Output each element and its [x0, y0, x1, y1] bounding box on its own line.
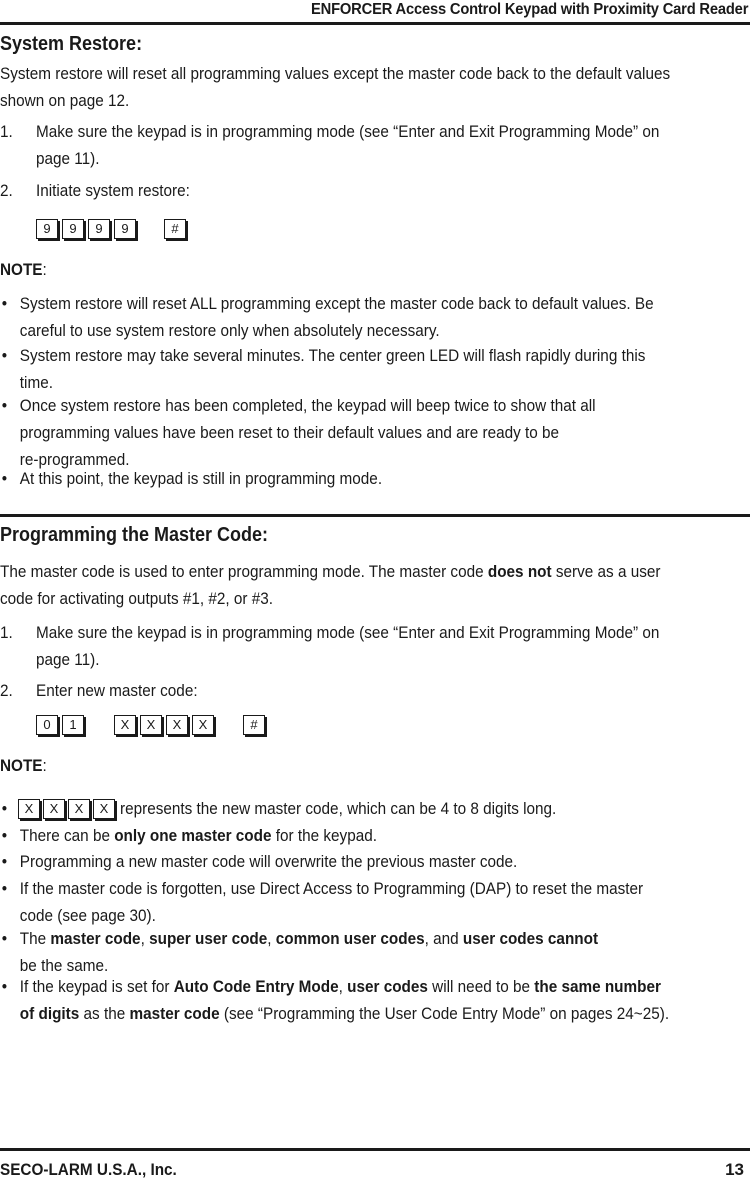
note-text: The	[19, 929, 51, 948]
master-intro-line1	[0, 558, 747, 585]
note-emphasis: common user codes	[275, 929, 425, 948]
master-note-6	[0, 973, 747, 1027]
note-label-colon: :	[42, 260, 47, 279]
key-1: 1	[62, 715, 84, 735]
note-line	[20, 973, 749, 1000]
key-9: 9	[88, 219, 110, 239]
step-number: 1.	[0, 122, 13, 141]
note-emphasis: the same number	[534, 977, 661, 996]
key-x: X	[192, 715, 214, 735]
note-emphasis: user codes cannot	[462, 929, 599, 948]
master-note-2	[0, 822, 747, 849]
note-text: , and	[424, 929, 463, 948]
bullet-dot: •	[1, 396, 8, 415]
step-number: 2.	[0, 181, 13, 200]
bullet-dot: •	[1, 852, 8, 871]
section-title-system-restore: System Restore:	[0, 33, 143, 55]
note-emphasis: of digits	[19, 1004, 80, 1023]
footer-page-number: 13	[725, 1160, 744, 1179]
footer-company: SECO-LARM U.S.A., Inc.	[0, 1160, 177, 1179]
restore-intro-line1: System restore will reset all programming values except the master code back to the default values	[0, 64, 671, 83]
note-line: Programming a new master code will overwrite the previous master code.	[19, 852, 518, 871]
restore-step-2	[0, 177, 747, 204]
restore-note-2	[0, 342, 747, 396]
step-number: 2.	[0, 681, 13, 700]
bullet-dot: •	[1, 977, 8, 996]
note-emphasis: master code	[129, 1004, 220, 1023]
restore-step-1	[0, 118, 747, 172]
header-rule	[0, 22, 750, 25]
note-line: time.	[19, 373, 53, 392]
master-note-3	[0, 848, 747, 875]
bullet-dot: •	[1, 799, 8, 818]
key-x: X	[43, 799, 65, 819]
key-9: 9	[114, 219, 136, 239]
key-x: X	[93, 799, 115, 819]
master-key-sequence	[36, 715, 276, 737]
note-label-text: NOTE	[0, 756, 43, 775]
master-intro	[0, 558, 747, 612]
key-hash: #	[164, 219, 186, 239]
note-text: There can be	[19, 826, 115, 845]
bullet-dot: •	[1, 826, 8, 845]
step-text-line1: Make sure the keypad is in programming mode (see “Enter and Exit Programming Mode” on	[36, 623, 660, 642]
master-note-4	[0, 875, 747, 929]
master-intro-line2: code for activating outputs #1, #2, or #3.	[0, 589, 274, 608]
restore-note-3	[0, 392, 747, 473]
note-line: System restore will reset ALL programming except the master code back to default values. Be	[19, 294, 654, 313]
bullet-dot: •	[1, 929, 8, 948]
key-9: 9	[36, 219, 58, 239]
bullet-dot: •	[1, 879, 8, 898]
note-text: as the	[79, 1004, 130, 1023]
note-emphasis: Auto Code Entry Mode	[173, 977, 339, 996]
note-text: for the keypad.	[271, 826, 377, 845]
key-9: 9	[62, 219, 84, 239]
restore-note-1	[0, 290, 747, 344]
step-text-line1: Make sure the keypad is in programming mode (see “Enter and Exit Programming Mode” on	[36, 122, 660, 141]
note-line: be the same.	[19, 956, 109, 975]
key-x: X	[140, 715, 162, 735]
step-text: Initiate system restore:	[36, 181, 190, 200]
bullet-dot: •	[1, 346, 8, 365]
note-text: (see “Programming the User Code Entry Mode” on pages 24~25).	[219, 1004, 670, 1023]
step-text: Enter new master code:	[36, 681, 198, 700]
note-text: will need to be	[427, 977, 535, 996]
bullet-dot: •	[1, 469, 8, 488]
key-x: X	[68, 799, 90, 819]
note-line: careful to use system restore only when absolutely necessary.	[19, 321, 440, 340]
intro-emphasis: does not	[487, 562, 552, 581]
note-text: ,	[140, 929, 150, 948]
note-line: System restore may take several minutes. The center green LED will flash rapidly during this	[19, 346, 646, 365]
note-line: programming values have been reset to their default values and are ready to be	[19, 423, 560, 442]
section-title-master-code: Programming the Master Code:	[0, 524, 269, 546]
note-emphasis: user codes	[347, 977, 428, 996]
note-emphasis: super user code	[149, 929, 268, 948]
key-hash: #	[243, 715, 265, 735]
footer-rule	[0, 1148, 750, 1151]
master-step-1	[0, 619, 747, 673]
note-line: If the master code is forgotten, use Direct Access to Programming (DAP) to reset the master	[19, 879, 644, 898]
master-step-2	[0, 677, 747, 704]
note-key-sequence	[18, 799, 128, 821]
step-number: 1.	[0, 623, 13, 642]
step-text-line2: page 11).	[36, 650, 100, 669]
section-divider	[0, 514, 750, 517]
restore-intro	[0, 60, 747, 114]
restore-note-label	[0, 260, 47, 280]
key-x: X	[166, 715, 188, 735]
note-line: Once system restore has been completed, the keypad will beep twice to show that all	[19, 396, 596, 415]
restore-note-4	[0, 465, 747, 492]
key-x: X	[114, 715, 136, 735]
note-label-text: NOTE	[0, 260, 43, 279]
note-emphasis: only one master code	[114, 826, 272, 845]
note-line: code (see page 30).	[19, 906, 156, 925]
restore-key-sequence	[36, 219, 196, 241]
note-text: ,	[267, 929, 276, 948]
master-note-label	[0, 756, 47, 776]
note-line	[20, 1000, 749, 1027]
intro-text: The master code is used to enter programming mode. The master code	[0, 562, 488, 581]
note-label-colon: :	[42, 756, 47, 775]
key-x: X	[18, 799, 40, 819]
key-0: 0	[36, 715, 58, 735]
note-text: If the keypad is set for	[19, 977, 174, 996]
step-text-line2: page 11).	[36, 149, 100, 168]
header-title: ENFORCER Access Control Keypad with Proximity Card Reader	[310, 1, 748, 18]
restore-intro-line2: shown on page 12.	[0, 91, 130, 110]
bullet-dot: •	[1, 294, 8, 313]
master-note-1-text: represents the new master code, which can be 4 to 8 digits long.	[120, 799, 557, 818]
note-line: re-programmed.	[19, 450, 130, 469]
intro-text: serve as a user	[551, 562, 661, 581]
note-line: At this point, the keypad is still in programming mode.	[19, 469, 383, 488]
master-note-5	[0, 925, 747, 979]
note-emphasis: master code	[50, 929, 141, 948]
note-line	[20, 925, 749, 952]
note-text: ,	[338, 977, 348, 996]
